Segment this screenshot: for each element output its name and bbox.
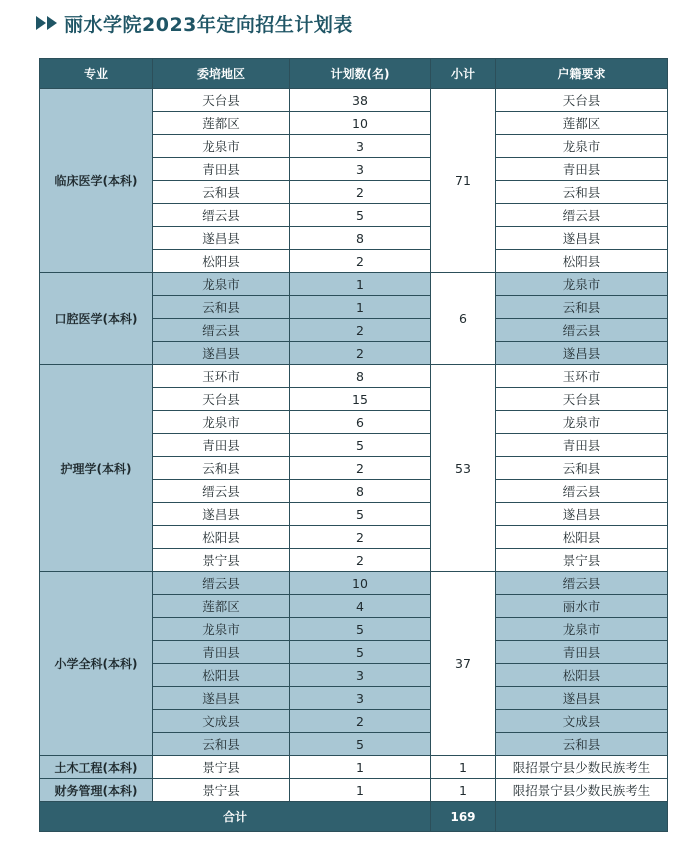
hukou-cell: 缙云县 bbox=[496, 319, 668, 342]
hukou-cell: 文成县 bbox=[496, 710, 668, 733]
total-label: 合计 bbox=[40, 802, 431, 832]
major-cell: 财务管理(本科) bbox=[40, 779, 153, 802]
count-cell: 1 bbox=[290, 296, 431, 319]
page-title bbox=[36, 6, 353, 40]
major-cell: 小学全科(本科) bbox=[40, 572, 153, 756]
area-cell: 青田县 bbox=[153, 158, 290, 181]
count-cell: 3 bbox=[290, 158, 431, 181]
hukou-cell: 天台县 bbox=[496, 89, 668, 112]
hukou-cell: 云和县 bbox=[496, 457, 668, 480]
total-row bbox=[40, 802, 668, 832]
area-cell: 遂昌县 bbox=[153, 503, 290, 526]
count-cell: 2 bbox=[290, 457, 431, 480]
area-cell: 龙泉市 bbox=[153, 411, 290, 434]
hukou-cell: 云和县 bbox=[496, 296, 668, 319]
hukou-cell: 遂昌县 bbox=[496, 227, 668, 250]
count-cell: 3 bbox=[290, 135, 431, 158]
count-cell: 3 bbox=[290, 687, 431, 710]
count-cell: 2 bbox=[290, 342, 431, 365]
hukou-cell: 青田县 bbox=[496, 641, 668, 664]
count-cell: 8 bbox=[290, 480, 431, 503]
hukou-cell: 莲都区 bbox=[496, 112, 668, 135]
table-row bbox=[40, 779, 668, 802]
count-cell: 15 bbox=[290, 388, 431, 411]
major-cell: 口腔医学(本科) bbox=[40, 273, 153, 365]
double-arrow-icon bbox=[36, 16, 58, 30]
area-cell: 遂昌县 bbox=[153, 227, 290, 250]
area-cell: 龙泉市 bbox=[153, 618, 290, 641]
area-cell: 青田县 bbox=[153, 434, 290, 457]
area-cell: 莲都区 bbox=[153, 112, 290, 135]
table-header-row bbox=[40, 59, 668, 89]
count-cell: 6 bbox=[290, 411, 431, 434]
hukou-cell: 松阳县 bbox=[496, 664, 668, 687]
table-row bbox=[40, 365, 668, 388]
count-cell: 10 bbox=[290, 572, 431, 595]
subtotal-cell: 1 bbox=[431, 756, 496, 779]
count-cell: 1 bbox=[290, 273, 431, 296]
area-cell: 文成县 bbox=[153, 710, 290, 733]
hukou-cell: 限招景宁县少数民族考生 bbox=[496, 779, 668, 802]
header-count: 计划数(名) bbox=[290, 59, 431, 89]
hukou-cell: 云和县 bbox=[496, 181, 668, 204]
count-cell: 2 bbox=[290, 181, 431, 204]
hukou-cell: 玉环市 bbox=[496, 365, 668, 388]
area-cell: 遂昌县 bbox=[153, 342, 290, 365]
area-cell: 景宁县 bbox=[153, 549, 290, 572]
count-cell: 38 bbox=[290, 89, 431, 112]
area-cell: 缙云县 bbox=[153, 319, 290, 342]
count-cell: 3 bbox=[290, 664, 431, 687]
subtotal-cell: 6 bbox=[431, 273, 496, 365]
count-cell: 5 bbox=[290, 204, 431, 227]
hukou-cell: 龙泉市 bbox=[496, 411, 668, 434]
count-cell: 5 bbox=[290, 641, 431, 664]
area-cell: 天台县 bbox=[153, 89, 290, 112]
area-cell: 松阳县 bbox=[153, 664, 290, 687]
area-cell: 松阳县 bbox=[153, 526, 290, 549]
title-text: 丽水学院2023年定向招生计划表 bbox=[64, 13, 353, 36]
subtotal-cell: 1 bbox=[431, 779, 496, 802]
count-cell: 1 bbox=[290, 756, 431, 779]
enrollment-plan-table bbox=[39, 58, 668, 832]
count-cell: 5 bbox=[290, 434, 431, 457]
hukou-cell: 遂昌县 bbox=[496, 342, 668, 365]
area-cell: 遂昌县 bbox=[153, 687, 290, 710]
count-cell: 5 bbox=[290, 733, 431, 756]
subtotal-cell: 71 bbox=[431, 89, 496, 273]
header-major: 专业 bbox=[40, 59, 153, 89]
major-cell: 护理学(本科) bbox=[40, 365, 153, 572]
count-cell: 2 bbox=[290, 710, 431, 733]
hukou-cell: 龙泉市 bbox=[496, 135, 668, 158]
table-row bbox=[40, 273, 668, 296]
major-cell: 临床医学(本科) bbox=[40, 89, 153, 273]
count-cell: 8 bbox=[290, 227, 431, 250]
hukou-cell: 缙云县 bbox=[496, 204, 668, 227]
total-blank bbox=[496, 802, 668, 832]
hukou-cell: 缙云县 bbox=[496, 572, 668, 595]
hukou-cell: 丽水市 bbox=[496, 595, 668, 618]
hukou-cell: 云和县 bbox=[496, 733, 668, 756]
subtotal-cell: 37 bbox=[431, 572, 496, 756]
hukou-cell: 缙云县 bbox=[496, 480, 668, 503]
hukou-cell: 青田县 bbox=[496, 434, 668, 457]
count-cell: 2 bbox=[290, 319, 431, 342]
count-cell: 2 bbox=[290, 549, 431, 572]
header-subtotal: 小计 bbox=[431, 59, 496, 89]
count-cell: 2 bbox=[290, 526, 431, 549]
hukou-cell: 遂昌县 bbox=[496, 687, 668, 710]
count-cell: 5 bbox=[290, 503, 431, 526]
hukou-cell: 景宁县 bbox=[496, 549, 668, 572]
area-cell: 莲都区 bbox=[153, 595, 290, 618]
hukou-cell: 限招景宁县少数民族考生 bbox=[496, 756, 668, 779]
area-cell: 玉环市 bbox=[153, 365, 290, 388]
area-cell: 龙泉市 bbox=[153, 135, 290, 158]
area-cell: 云和县 bbox=[153, 457, 290, 480]
hukou-cell: 遂昌县 bbox=[496, 503, 668, 526]
area-cell: 云和县 bbox=[153, 733, 290, 756]
table-row bbox=[40, 756, 668, 779]
major-cell: 土木工程(本科) bbox=[40, 756, 153, 779]
count-cell: 1 bbox=[290, 779, 431, 802]
area-cell: 缙云县 bbox=[153, 480, 290, 503]
header-hukou: 户籍要求 bbox=[496, 59, 668, 89]
area-cell: 松阳县 bbox=[153, 250, 290, 273]
hukou-cell: 天台县 bbox=[496, 388, 668, 411]
area-cell: 缙云县 bbox=[153, 572, 290, 595]
hukou-cell: 松阳县 bbox=[496, 526, 668, 549]
count-cell: 2 bbox=[290, 250, 431, 273]
count-cell: 4 bbox=[290, 595, 431, 618]
area-cell: 青田县 bbox=[153, 641, 290, 664]
table-row bbox=[40, 572, 668, 595]
count-cell: 5 bbox=[290, 618, 431, 641]
area-cell: 云和县 bbox=[153, 296, 290, 319]
hukou-cell: 松阳县 bbox=[496, 250, 668, 273]
total-value: 169 bbox=[431, 802, 496, 832]
hukou-cell: 龙泉市 bbox=[496, 618, 668, 641]
area-cell: 龙泉市 bbox=[153, 273, 290, 296]
table-row bbox=[40, 89, 668, 112]
area-cell: 景宁县 bbox=[153, 756, 290, 779]
count-cell: 10 bbox=[290, 112, 431, 135]
area-cell: 云和县 bbox=[153, 181, 290, 204]
header-area: 委培地区 bbox=[153, 59, 290, 89]
area-cell: 天台县 bbox=[153, 388, 290, 411]
hukou-cell: 龙泉市 bbox=[496, 273, 668, 296]
area-cell: 景宁县 bbox=[153, 779, 290, 802]
count-cell: 8 bbox=[290, 365, 431, 388]
hukou-cell: 青田县 bbox=[496, 158, 668, 181]
area-cell: 缙云县 bbox=[153, 204, 290, 227]
subtotal-cell: 53 bbox=[431, 365, 496, 572]
